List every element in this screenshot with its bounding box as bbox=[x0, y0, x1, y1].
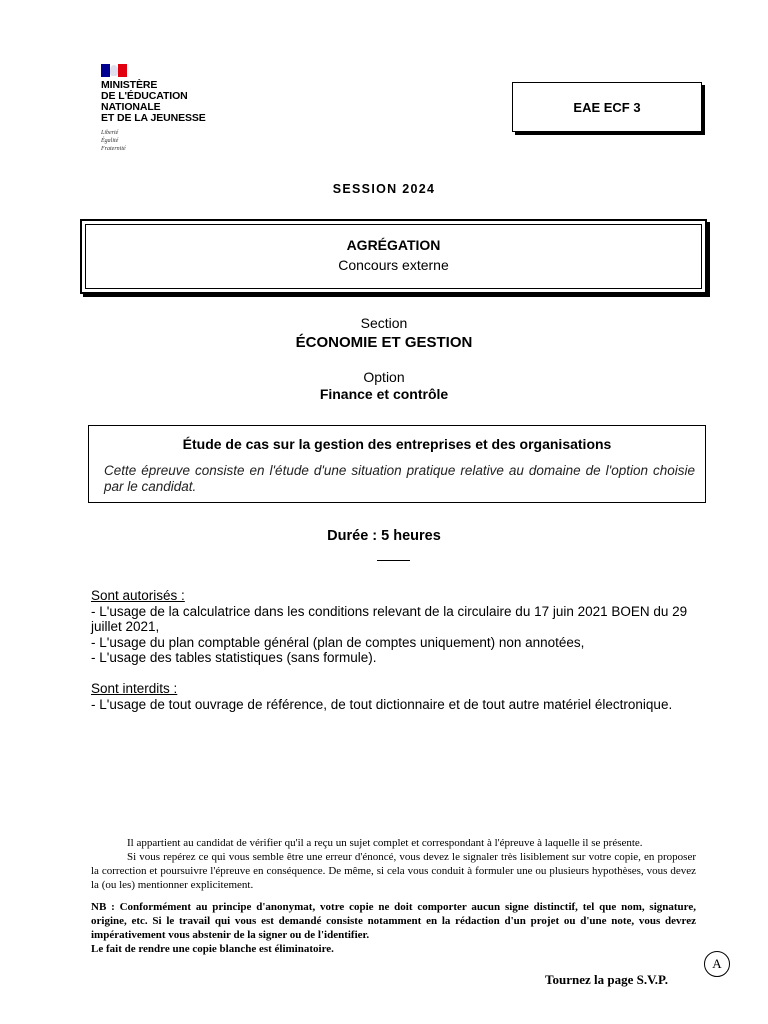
page-mark: A bbox=[712, 956, 722, 971]
exam-subject-description: Cette épreuve consiste en l'étude d'une situation pratique relative au domaine de l'option choisie par le candidat. bbox=[104, 463, 695, 494]
allowed-heading: Sont autorisés : bbox=[91, 588, 185, 603]
section-name: ÉCONOMIE ET GESTION bbox=[295, 334, 473, 351]
session-label: SESSION 2024 bbox=[332, 182, 436, 196]
notice-paragraph-1: Il appartient au candidat de vérifier qu'il a reçu un sujet complet et correspondant à l'épreuve à laquelle il se présente. bbox=[127, 837, 643, 849]
option-name: Finance et contrôle bbox=[319, 386, 449, 402]
exam-code: EAE ECF 3 bbox=[573, 99, 641, 115]
allowed-item: - L'usage de la calculatrice dans les conditions relevant de la circulaire du 17 juin 2021 BOEN du 29 juillet 2021, bbox=[91, 603, 688, 634]
anonymity-notice: NB : Conformément au principe d'anonymat, votre copie ne doit comporter aucun signe distinctif, tel que nom, signature, origine, etc. Si le travail qui vous est demandé consiste notamment en la rédaction d'un projet ou d'une note, vous devrez impérativement vous abstenir de la signer ou de l'identifier. bbox=[91, 901, 696, 941]
candidate-notice bbox=[91, 836, 696, 956]
ministry-name-line-2: DE L'ÉDUCATION bbox=[101, 90, 188, 102]
exam-subject-title: Étude de cas sur la gestion des entreprises et des organisations bbox=[182, 436, 612, 452]
forbidden-materials bbox=[91, 681, 691, 712]
marianne-profile-icon bbox=[110, 65, 118, 76]
section-label: Section bbox=[360, 315, 408, 331]
exam-subtitle: Concours externe bbox=[338, 257, 449, 273]
page-mark-circle bbox=[704, 951, 730, 977]
allowed-item: - L'usage du plan comptable général (plan de comptes uniquement) non annotées, bbox=[91, 634, 585, 650]
blank-copy-notice: Le fait de rendre une copie blanche est éliminatoire. bbox=[91, 943, 334, 955]
ministry-name-line-3: NATIONALE bbox=[101, 101, 161, 113]
motto-liberte: Liberté bbox=[101, 130, 119, 136]
ministry-logo bbox=[101, 64, 211, 160]
ministry-name-line-4: ET DE LA JEUNESSE bbox=[101, 112, 206, 124]
ministry-name-line-1: MINISTÈRE bbox=[101, 79, 158, 91]
turn-page-note: Tournez la page S.V.P. bbox=[545, 972, 669, 987]
exam-description-box bbox=[88, 425, 706, 503]
option-label: Option bbox=[363, 369, 405, 385]
forbidden-item: - L'usage de tout ouvrage de référence, de tout dictionnaire et de tout autre matériel électronique. bbox=[91, 696, 673, 712]
allowed-materials bbox=[91, 588, 691, 666]
exam-code-box bbox=[512, 82, 702, 132]
duration-divider bbox=[377, 560, 410, 561]
allowed-item: - L'usage des tables statistiques (sans formule). bbox=[91, 650, 377, 665]
exam-title: AGRÉGATION bbox=[346, 237, 441, 253]
exam-duration: Durée : 5 heures bbox=[327, 528, 441, 544]
motto-egalite: Égalité bbox=[101, 138, 119, 144]
forbidden-heading: Sont interdits : bbox=[91, 681, 178, 696]
notice-paragraph-2: Si vous repérez ce qui vous semble être une erreur d'énoncé, vous devez le signaler très lisiblement sur votre copie, en proposer la correction et poursuivre l'épreuve en conséquence. De même, si cela vous conduit à formuler une ou plusieurs hypothèses, vous devez la (ou les) mentionner explicitement. bbox=[91, 851, 696, 891]
exam-title-box bbox=[80, 219, 707, 294]
motto-fraternite: Fraternité bbox=[101, 146, 126, 152]
